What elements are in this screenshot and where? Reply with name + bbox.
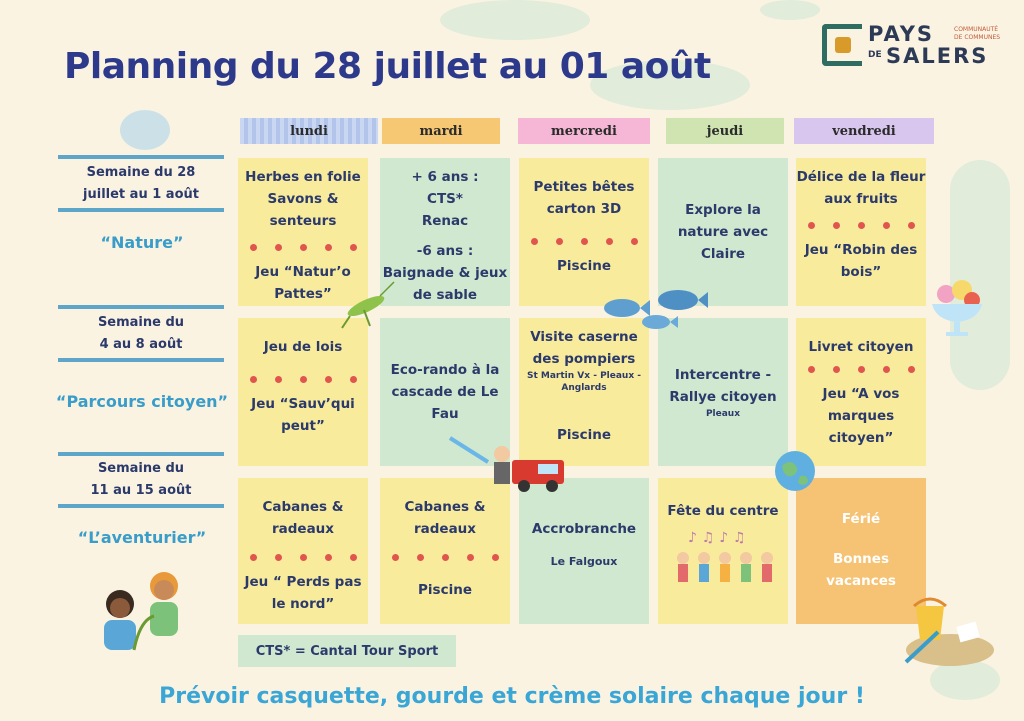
activity: Jeu “Robin des bois” bbox=[804, 242, 918, 280]
day-header-mercredi: mercredi bbox=[518, 118, 650, 144]
activity: Intercentre - Rallye citoyen bbox=[669, 367, 777, 405]
dot-divider bbox=[250, 554, 357, 561]
logo-mark-icon bbox=[822, 24, 862, 66]
week-divider bbox=[58, 358, 224, 362]
week-3-label-line2: 11 au 15 août bbox=[90, 483, 192, 498]
activity: Eco-rando à la cascade de Le Fau bbox=[390, 362, 500, 422]
activity: Petites bêtes carton 3D bbox=[533, 179, 635, 217]
week-divider bbox=[58, 155, 224, 159]
activity-location: Le Falgoux bbox=[550, 555, 618, 568]
week-1-label-line2: juillet au 1 août bbox=[83, 187, 199, 202]
cell-w3-mardi bbox=[380, 478, 510, 624]
week-divider bbox=[58, 208, 224, 212]
logo-community: COMMUNAUTÉ DE COMMUNES bbox=[954, 26, 1001, 41]
cell-w2-lundi bbox=[238, 318, 368, 466]
activity: Cabanes & radeaux bbox=[262, 499, 344, 537]
activity: -6 ans : bbox=[416, 243, 474, 259]
week-1-theme: “Nature” bbox=[100, 233, 184, 252]
footnote: CTS* = Cantal Tour Sport bbox=[238, 635, 456, 667]
week-divider bbox=[58, 504, 224, 508]
activity: Délice de la fleur aux fruits bbox=[796, 169, 926, 207]
svg-text:♪ ♫ ♪ ♫: ♪ ♫ ♪ ♫ bbox=[688, 530, 746, 546]
activity: Fête du centre bbox=[667, 503, 779, 519]
activity: Piscine bbox=[557, 258, 611, 274]
week-2-label-line1: Semaine du bbox=[97, 315, 185, 330]
week-divider bbox=[58, 452, 224, 456]
activity: Cabanes & radeaux bbox=[404, 499, 486, 537]
logo-salers: SALERS bbox=[886, 44, 989, 68]
dot-divider bbox=[392, 554, 499, 561]
activity-location: St Martin Vx - Pleaux - Anglards bbox=[526, 371, 642, 393]
logo-pays: PAYS bbox=[868, 22, 935, 46]
activity: Jeu “Natur’o Pattes” bbox=[255, 264, 351, 302]
cell-w2-vendredi bbox=[796, 318, 926, 466]
activity: Bonnes vacances bbox=[826, 551, 896, 589]
cell-w3-mercredi bbox=[519, 478, 649, 624]
activity: + 6 ans : bbox=[411, 169, 479, 185]
sand-bucket-icon bbox=[902, 592, 998, 668]
activity: Livret citoyen bbox=[808, 339, 914, 355]
activity: Jeu “ Perds pas le nord” bbox=[244, 574, 362, 612]
logo bbox=[822, 22, 1007, 72]
week-divider bbox=[58, 305, 224, 309]
week-3-label-line1: Semaine du bbox=[97, 461, 185, 476]
activity: Férié bbox=[841, 511, 881, 527]
cell-w2-jeudi bbox=[658, 318, 788, 466]
dot-divider bbox=[808, 366, 915, 373]
dot-divider bbox=[808, 222, 915, 229]
earth-icon bbox=[772, 448, 818, 494]
week-1-label-line1: Semaine du 28 bbox=[86, 165, 196, 180]
fish-icon bbox=[598, 282, 708, 334]
activity: Baignade & jeux de sable bbox=[382, 265, 508, 303]
cell-w3-jeudi bbox=[658, 478, 788, 624]
cell-w1-vendredi bbox=[796, 158, 926, 306]
activity: Jeu “A vos marques citoyen” bbox=[822, 386, 900, 446]
activity: Jeu “Sauv’qui peut” bbox=[251, 396, 355, 434]
background-splash bbox=[440, 0, 590, 40]
background-splash bbox=[120, 110, 170, 150]
firefighter-truck-icon bbox=[448, 432, 568, 494]
cell-w1-mardi bbox=[380, 158, 510, 306]
activity: Visite caserne des pompiers bbox=[530, 329, 638, 367]
activity: Renac bbox=[421, 213, 469, 229]
activity: Herbes en folie Savons & senteurs bbox=[245, 169, 361, 229]
fruit-sundae-icon bbox=[926, 270, 988, 340]
activity: Piscine bbox=[557, 427, 611, 443]
page-title: Planning du 28 juillet au 01 août bbox=[64, 46, 711, 87]
dot-divider bbox=[531, 238, 638, 245]
week-2-theme: “Parcours citoyen” bbox=[55, 392, 229, 411]
week-2-label-line2: 4 au 8 août bbox=[99, 337, 183, 352]
dot-divider bbox=[250, 244, 357, 251]
dot-divider bbox=[250, 376, 357, 383]
activity-location: Pleaux bbox=[705, 409, 741, 419]
children-exploring-icon bbox=[84, 556, 204, 660]
activity: Accrobranche bbox=[531, 521, 637, 537]
cell-w3-lundi bbox=[238, 478, 368, 624]
logo-de: DE bbox=[868, 50, 882, 60]
grasshopper-icon bbox=[340, 280, 396, 330]
day-header-jeudi: jeudi bbox=[666, 118, 784, 144]
activity: Explore la nature avec Claire bbox=[677, 202, 769, 262]
activity: Piscine bbox=[418, 582, 472, 598]
activity: Jeu de lois bbox=[263, 339, 343, 355]
children-singing-icon bbox=[668, 528, 778, 598]
reminder: Prévoir casquette, gourde et crème solaire chaque jour ! bbox=[159, 684, 865, 709]
activity: CTS* bbox=[427, 191, 463, 207]
day-header-mardi: mardi bbox=[382, 118, 500, 144]
background-splash bbox=[760, 0, 820, 20]
week-3-theme: “L’aventurier” bbox=[77, 528, 207, 547]
day-header-vendredi: vendredi bbox=[794, 118, 934, 144]
day-header-lundi: lundi bbox=[240, 118, 378, 144]
